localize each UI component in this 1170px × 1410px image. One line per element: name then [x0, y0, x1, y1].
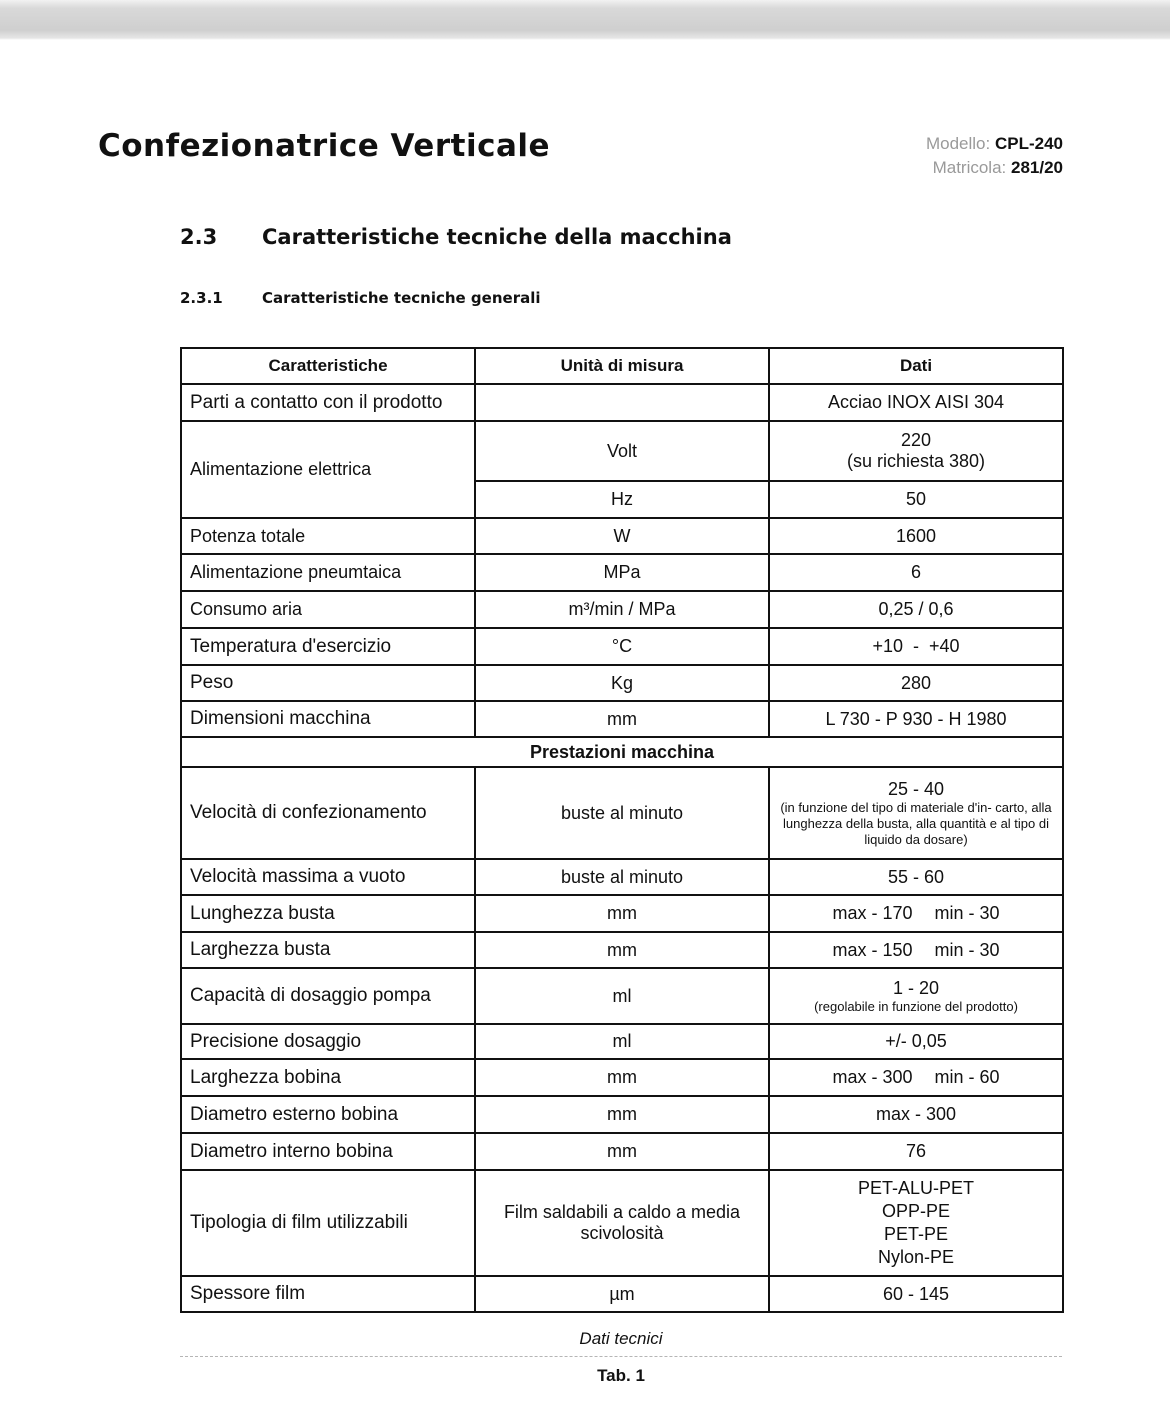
row-value: 6: [769, 554, 1063, 591]
viewer-top-bar: [0, 0, 1170, 40]
row-unit: buste al minuto: [475, 767, 769, 859]
film-type: Nylon-PE: [877, 1247, 955, 1267]
row-label: Potenza totale: [181, 518, 475, 554]
row-unit: [475, 384, 769, 421]
volt-value: 220: [900, 430, 932, 450]
row-label: Velocità massima a vuoto: [181, 859, 475, 895]
min-value: min - 60: [934, 1067, 1000, 1087]
row-value: 50: [769, 481, 1063, 518]
row-label: Diametro esterno bobina: [181, 1096, 475, 1133]
row-label: Velocità di confezionamento: [181, 767, 475, 859]
row-unit: mm: [475, 1096, 769, 1133]
model-value: CPL-240: [994, 134, 1063, 153]
row-unit: Volt: [475, 421, 769, 481]
row-unit: Hz: [475, 481, 769, 518]
max-value: max - 300: [832, 1067, 913, 1087]
table-row: [181, 1170, 1063, 1276]
max-value: max - 150: [832, 939, 913, 960]
row-label: Precisione dosaggio: [181, 1024, 475, 1059]
row-unit: µm: [475, 1276, 769, 1312]
table-row: [181, 384, 1063, 421]
serial-line: [926, 156, 1063, 180]
row-label: Spessore film: [181, 1276, 475, 1312]
row-value: [769, 1059, 1063, 1096]
table-row: [181, 591, 1063, 628]
table-row: [181, 1096, 1063, 1133]
min-value: min - 30: [934, 939, 1000, 960]
row-label: Capacità di dosaggio pompa: [181, 968, 475, 1024]
row-unit: mm: [475, 932, 769, 968]
section-heading: [180, 225, 732, 249]
row-label: Lunghezza busta: [181, 895, 475, 932]
model-line: [926, 132, 1063, 156]
table-header-row: [181, 348, 1063, 384]
model-serial-info: [926, 132, 1063, 180]
document-title: Confezionatrice Verticale: [98, 128, 551, 164]
table-row: [181, 628, 1063, 665]
table-row: [181, 895, 1063, 932]
row-value: 1600: [769, 518, 1063, 554]
row-value: +10 - +40: [769, 628, 1063, 665]
table-row: [181, 421, 1063, 481]
row-value: 0,25 / 0,6: [769, 591, 1063, 628]
table-row: [181, 1059, 1063, 1096]
row-value: 55 - 60: [769, 859, 1063, 895]
table-row: [181, 1024, 1063, 1059]
volt-note: (su richiesta 380): [846, 451, 986, 471]
speed-value: 25 - 40: [887, 779, 945, 799]
row-unit: mm: [475, 701, 769, 737]
row-unit: ml: [475, 968, 769, 1024]
table-row: [181, 767, 1063, 859]
row-unit: m³/min / MPa: [475, 591, 769, 628]
row-unit: mm: [475, 1133, 769, 1170]
row-value: [769, 895, 1063, 932]
row-value: [769, 421, 1063, 481]
row-label: Larghezza bobina: [181, 1059, 475, 1096]
table-row: [181, 1276, 1063, 1312]
serial-value: 281/20: [1011, 158, 1063, 177]
header-unit: Unità di misura: [475, 348, 769, 384]
table-row: [181, 554, 1063, 591]
row-label: Diametro interno bobina: [181, 1133, 475, 1170]
row-label: Alimentazione pneumtaica: [181, 554, 475, 591]
row-label: Larghezza busta: [181, 932, 475, 968]
row-value: [769, 968, 1063, 1024]
row-value: [769, 1170, 1063, 1276]
row-label: Alimentazione elettrica: [181, 421, 475, 518]
row-value: 60 - 145: [769, 1276, 1063, 1312]
table-number-label: Tab. 1: [597, 1366, 645, 1385]
row-unit: °C: [475, 628, 769, 665]
table-caption: Dati tecnici: [579, 1329, 663, 1348]
row-unit: mm: [475, 1059, 769, 1096]
table-row: [181, 518, 1063, 554]
capacity-value: 1 - 20: [892, 977, 940, 998]
row-unit: buste al minuto: [475, 859, 769, 895]
subsection-heading: [180, 289, 541, 307]
max-value: max - 170: [832, 903, 913, 923]
subsection-number: 2.3.1: [180, 289, 223, 307]
subsection-title: Caratteristiche tecniche generali: [262, 289, 541, 307]
caption-divider: [180, 1356, 1062, 1357]
model-label: Modello:: [925, 134, 991, 153]
capacity-note: (regolabile in funzione del prodotto): [814, 998, 1018, 1014]
row-value: [769, 767, 1063, 859]
row-value: [769, 932, 1063, 968]
section-title: Caratteristiche tecniche della macchina: [262, 225, 732, 249]
table-row: [181, 701, 1063, 737]
header-characteristics: Caratteristiche: [181, 348, 475, 384]
table-row: [181, 968, 1063, 1024]
row-value: L 730 - P 930 - H 1980: [769, 701, 1063, 737]
speed-note: (in funzione del tipo di materiale d'in- carto, alla lunghezza della busta, alla quantità e al tipo di liquido da dosare): [780, 800, 1052, 847]
header-data: Dati: [769, 348, 1063, 384]
section-number: 2.3: [180, 225, 218, 249]
serial-label: Matricola:: [932, 158, 1007, 177]
min-value: min - 30: [934, 903, 1000, 923]
row-value: 280: [769, 665, 1063, 701]
row-label: Peso: [181, 665, 475, 701]
row-unit: ml: [475, 1024, 769, 1059]
row-unit: Film saldabili a caldo a media scivolosità: [475, 1170, 769, 1276]
row-label: Temperatura d'esercizio: [181, 628, 475, 665]
row-unit: Kg: [475, 665, 769, 701]
row-label: Parti a contatto con il prodotto: [181, 384, 475, 421]
row-label: Consumo aria: [181, 591, 475, 628]
row-value: +/- 0,05: [769, 1024, 1063, 1059]
row-unit: W: [475, 518, 769, 554]
table-row: [181, 665, 1063, 701]
row-value: 76: [769, 1133, 1063, 1170]
row-unit: mm: [475, 895, 769, 932]
section-row-title: Prestazioni macchina: [181, 737, 1063, 767]
technical-specs-table: [180, 347, 1064, 1313]
row-unit: MPa: [475, 554, 769, 591]
row-value: Acciao INOX AISI 304: [769, 384, 1063, 421]
table-row: [181, 859, 1063, 895]
film-type: PET-PE: [883, 1224, 949, 1244]
table-row: [181, 1133, 1063, 1170]
film-type: PET-ALU-PET: [857, 1178, 975, 1198]
row-label: Dimensioni macchina: [181, 701, 475, 737]
row-value: max - 300: [769, 1096, 1063, 1133]
prestazioni-section-row: [181, 737, 1063, 767]
row-label: Tipologia di film utilizzabili: [181, 1170, 475, 1276]
film-type: OPP-PE: [881, 1201, 951, 1221]
table-row: [181, 932, 1063, 968]
